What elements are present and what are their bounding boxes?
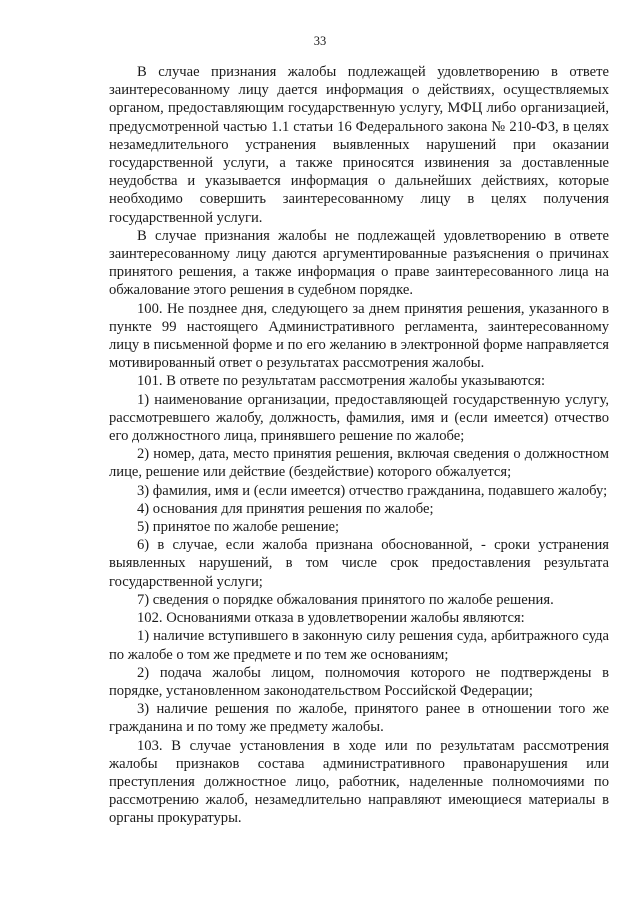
paragraph-response-satisfied: В случае признания жалобы подлежащей удовлетворению в ответе заинтересованному лицу дается информация о действиях, осуществляемых органом, предоставляющим государственную услугу, МФЦ либо организацией, предусмотренной частью 1.1 статьи 16 Федерального закона № 210-ФЗ, в целях незамедлительного устранения выявленных нарушений при оказании государственной услуги, а также приносятся извинения за доставленные неудобства и указывается информация о дальнейших действиях, которые необходимо совершить заинтересованному лицу в целях получения государственной услуги. bbox=[109, 64, 609, 226]
paragraph-102: 102. Основаниями отказа в удовлетворении жалобы являются: bbox=[137, 610, 525, 627]
paragraph-response-rejected: В случае признания жалобы не подлежащей удовлетворению в ответе заинтересованному лицу даются аргументированные разъяснения о причинах принятого решения, а также информация о праве заинтересованного лица на обжалование этого решения в судебном порядке. bbox=[109, 227, 609, 299]
paragraph-100: 100. Не позднее дня, следующего за днем принятия решения, указанного в пункте 99 настоящего Административного регламента, заинтересованному лицу в письменной форме и по его желанию в электронной форме направляется мотивированный ответ о результатах рассмотрения жалобы. bbox=[109, 300, 609, 372]
list-item-101-5: 5) принятое по жалобе решение; bbox=[137, 519, 340, 536]
list-item-101-2: 2) номер, дата, место принятия решения, включая сведения о должностном лице, решение или действие (бездействие) которого обжалуется; bbox=[109, 446, 609, 481]
list-item-101-3: 3) фамилия, имя и (если имеется) отчество гражданина, подавшего жалобу; bbox=[137, 482, 608, 499]
paragraph-101: 101. В ответе по результатам рассмотрения жалобы указываются: bbox=[137, 373, 546, 390]
list-item-101-6: 6) в случае, если жалоба признана обоснованной, - сроки устранения выявленных нарушений, в том числе срок предоставления результата государственной услуги; bbox=[109, 537, 609, 590]
paragraph-103: 103. В случае установления в ходе или по результатам рассмотрения жалобы признаков состава административного правонарушения или преступления должностное лицо, работник, наделенные полномочиями по рассмотрению жалоб, незамедлительно направляют имеющиеся материалы в органы прокуратуры. bbox=[109, 737, 609, 827]
page-number: 33 bbox=[313, 34, 327, 48]
list-item-101-4: 4) основания для принятия решения по жалобе; bbox=[137, 500, 434, 517]
list-item-101-7: 7) сведения о порядке обжалования принятого по жалобе решения. bbox=[137, 591, 554, 608]
list-item-102-1: 1) наличие вступившего в законную силу решения суда, арбитражного суда по жалобе о том же предмете и по тем же основаниям; bbox=[109, 628, 609, 663]
list-item-102-3: 3) наличие решения по жалобе, принятого ранее в отношении того же гражданина и по тому же предмету жалобы. bbox=[109, 701, 609, 736]
list-item-102-2: 2) подача жалобы лицом, полномочия которого не подтверждены в порядке, установленном законодательством Российской Федерации; bbox=[109, 664, 609, 699]
body-text bbox=[109, 63, 609, 828]
list-item-101-1: 1) наименование организации, предоставляющей государственную услугу, рассмотревшего жалобу, должность, фамилия, имя и (если имеется) отчество его должностного лица, принявшего решение по жалобе; bbox=[109, 391, 609, 445]
